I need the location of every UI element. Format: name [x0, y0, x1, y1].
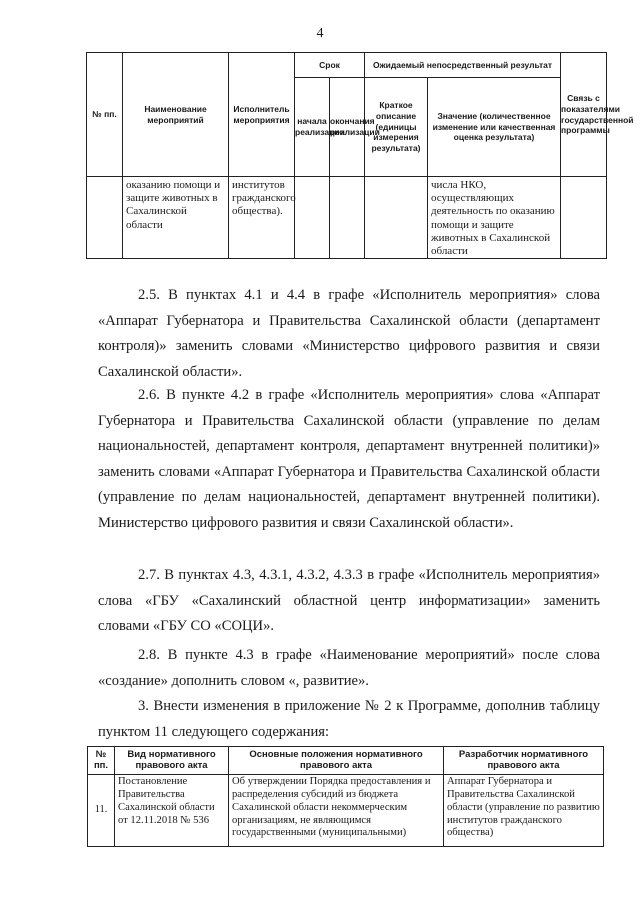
cell-act-kind: Постановление Правительства Сахалинской области от 12.11.2018 № 536: [115, 774, 229, 846]
page-number: 4: [316, 26, 324, 41]
header-num: № пп.: [88, 747, 115, 775]
cell-short-desc: [365, 177, 428, 259]
cell-end: [330, 177, 365, 259]
paragraph-2-8: 2.8. В пункте 4.3 в графе «Наименование мероприятий» после слова «создание» дополнить словом «, развитие».: [98, 647, 600, 689]
paragraph-2-6: 2.6. В пункте 4.2 в графе «Исполнитель мероприятия» слова «Аппарат Губернатора и Правительства Сахалинской области (управление по делам национальностей, департамент контроля, департамент внутренней политики)» заменить словами «Аппарат Губернатора и Правительства Сахалинской области (управление по делам национальностей, департамент внутренней политики). Министерство цифрового развития и связи Сахалинской области».: [98, 387, 600, 531]
paragraph-2-5: 2.5. В пунктах 4.1 и 4.4 в графе «Исполнитель мероприятия» слова «Аппарат Губернатора и Правительства Сахалинской области (департамент контроля)» заменить словами «Министерство цифрового развития и связи Сахалинской области».: [98, 287, 600, 380]
header-act-kind: Вид нормативного правового акта: [115, 747, 229, 775]
header-developer: Разработчик нормативного правового акта: [444, 747, 604, 775]
header-expected-result: Ожидаемый непосредственный результат: [365, 53, 561, 78]
header-value: Значение (количественное изменение или качественная оценка результата): [428, 78, 561, 177]
measures-table: [86, 52, 634, 259]
table-row: [87, 177, 607, 259]
header-link: Связь с показателями государственной программы: [561, 53, 607, 177]
paragraph-3: 3. Внести изменения в приложение № 2 к Программе, дополнив таблицу пунктом 11 следующего содержания:: [98, 698, 600, 740]
regulatory-acts-table: [87, 746, 604, 847]
cell-value: числа НКО, осуществляющих деятельность по оказанию помощи и защите животных в Сахалинской области: [428, 177, 561, 259]
header-provisions: Основные положения нормативного правового акта: [229, 747, 444, 775]
cell-name: оказанию помощи и защите животных в Сахалинской области: [123, 177, 229, 259]
header-short-desc: Краткое описание (единицы измерения результата): [365, 78, 428, 177]
cell-executor: институтов гражданского общества).: [229, 177, 295, 259]
cell-provisions: Об утверждении Порядка предоставления и распределения субсидий из бюджета Сахалинской области некоммерческим организациям, не являющимся государственными (муниципальными): [229, 774, 444, 846]
header-term: Срок: [295, 53, 365, 78]
header-start: начала реализации: [295, 78, 330, 177]
cell-start: [295, 177, 330, 259]
cell-link: [561, 177, 607, 259]
paragraph-2-7: 2.7. В пунктах 4.3, 4.3.1, 4.3.2, 4.3.3 в графе «Исполнитель мероприятия» слова «ГБУ «Сахалинский областной центр информатизации» заменить словами «ГБУ СО «СОЦИ».: [98, 567, 600, 634]
cell-num: [87, 177, 123, 259]
header-executor: Исполнитель мероприятия: [229, 53, 295, 177]
table-row: [88, 774, 604, 846]
header-end: окончания реализации: [330, 78, 365, 177]
cell-num: 11.: [88, 774, 115, 846]
cell-developer: Аппарат Губернатора и Правительства Сахалинской области (управление по развитию институтов гражданского общества): [444, 774, 604, 846]
header-num: № пп.: [87, 53, 123, 177]
header-name: Наименование мероприятий: [123, 53, 229, 177]
